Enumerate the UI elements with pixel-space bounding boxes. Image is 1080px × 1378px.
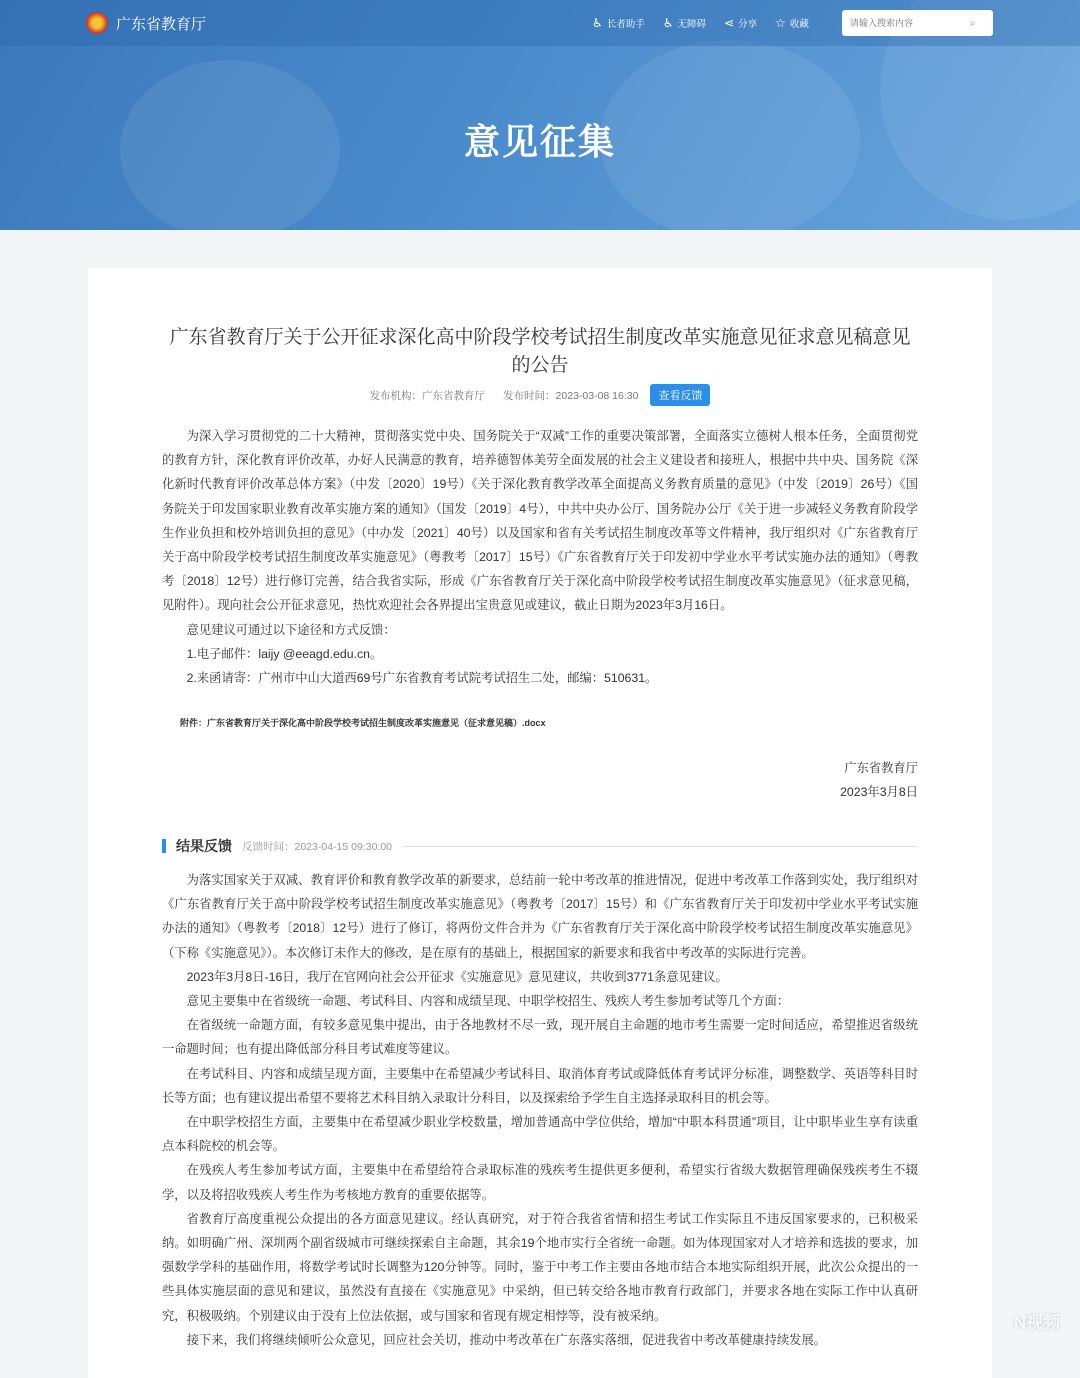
paragraph: 意见建议可通过以下途径和方式反馈： [186,622,396,637]
paragraph: 省教育厅高度重视公众提出的各方面意见建议。经认真研究，对于符合我省省情和招生考试工作实际且不违反国家要求的，已积极采纳。如明确广州、深圳两个副省级城市可继续探索自主命题，其余19个地市实行全省统一命题。如为体现国家对人才培养和选拔的要求，加强数学学科的基础作用，将数学考试时长调整为120分钟等。同时，鉴于中考工作主要由各地市结合本地实际组织开展，此次公众提出的一些具体实施层面的意见和建议，虽然没有直接在《实施意见》中采纳，但已转交给各地市教育行政部门，并要求各地在实际工作中认真研究，积极吸纳。个别建议由于没有上位法依据，或与国家和省现有规定相悖等，没有被采纳。 [162,1211,918,1323]
publisher: 发布机构：广东省教育厅 [369,389,486,402]
paragraph: 为深入学习贯彻党的二十大精神，贯彻落实党中央、国务院关于“双减”工作的重要决策部署，全面落实立德树人根本任务，全面贯彻党的教育方针，深化教育评价改革，办好人民满意的教育，培养德智体美劳全面发展的社会主义建设者和接班人，根据中共中央、国务院《深化新时代教育评价改革总体方案》（中发〔2020〕19号）《关于深化教育教学改革全面提高义务教育质量的意见》（中发〔2019〕26号）《国务院关于印发国家职业教育改革实施方案的通知》（国发〔2019〕4号），中共中央办公厅、国务院办公厅《关于进一步减轻义务教育阶段学生作业负担和校外培训负担的意见》（中办发〔2021〕40号）以及国家和省有关考试招生制度改革等文件精神，我厅组织对《广东省教育厅关于高中阶段学校考试招生制度改革实施意见》（粤教考〔2017〕15号）《广东省教育厅关于印发初中学业水平考试实施办法的通知》（粤教考〔2018〕12号）进行修订完善，结合我省实际，形成《广东省教育厅关于深化高中阶段学校考试招生制度改革实施意见》（征求意见稿，见附件）。现向社会公开征求意见，热忱欢迎社会各界提出宝贵意见或建议，截止日期为2023年3月16日。 [162,429,918,613]
paragraph: 在考试科目、内容和成绩呈现方面，主要集中在希望减少考试科目、取消体育考试或降低体育考试评分标准，调整数学、英语等科目时长等方面；也有建议提出希望不要将艺术科目纳入录取计分科目，以及探索给予学生自主选择录取科目的机会等。 [162,1066,918,1105]
tool-label: 长者助手 [606,19,645,30]
signature-date: 2023年3月8日 [840,785,918,799]
star-icon: ☆ [775,16,786,30]
article-title: 广东省教育厅关于公开征求深化高中阶段学校考试招生制度改革实施意见征求意见稿意见的公告 [169,327,911,376]
search-box [842,10,993,36]
publish-time: 发布时间：2023-03-08 16:30 [503,389,639,402]
share-icon: ⋖ [724,16,735,30]
article-body [162,424,918,690]
signature [840,756,918,804]
search-input[interactable] [850,18,970,28]
paragraph: 为落实国家关于双减、教育评价和教育教学改革的新要求，总结前一轮中考改革的推进情况，促进中考改革工作落到实处，我厅组织对《广东省教育厅关于高中阶段学校考试招生制度改革实施意见》（粤教考〔2017〕15号）和《广东省教育厅关于印发初中学业水平考试实施办法的通知》（粤教考〔2018〕12号）进行了修订，将两份文件合并为《广东省教育厅关于深化高中阶段学校考试招生制度改革实施意见》（下称《实施意见》）。本次修订未作大的修改，是在原有的基础上，根据国家的新要求和我省中考改革的实际进行完善。 [162,873,918,960]
feedback-body [162,868,918,1352]
paragraph: 在残疾人考生参加考试方面，主要集中在希望给符合录取标准的残疾考生提供更多便利，希望实行省级大数据管理确保残疾考生不辍学，以及将招收残疾人考生作为考核地方教育的重要依据等。 [162,1163,918,1202]
address-line: 2.来函请寄：广州市中山大道西69号广东省教育考试院考试招生二处，邮编：510631。 [186,671,658,686]
article-meta [88,384,992,406]
paragraph: 意见主要集中在省级统一命题、考试科目、内容和成绩呈现、中职学校招生、残疾人考生参加考试等几个方面： [186,994,790,1009]
banner [0,0,1080,230]
national-emblem-icon [86,12,108,34]
header-tools [592,16,809,30]
watermark: N视频 [1013,1313,1060,1332]
article-card [88,268,992,1378]
site-logo[interactable] [86,12,206,34]
search-icon[interactable]: ⌕ [970,17,976,29]
tool-label: 无障碍 [677,19,707,30]
tool-label: 分享 [738,19,758,30]
accessibility-icon: ♿ [662,16,674,30]
paragraph: 接下来，我们将继续倾听公众意见，回应社会关切，推动中考改革在广东落实落细，促进我省中考改革健康持续发展。 [186,1332,827,1347]
paragraph: 在省级统一命题方面，有较多意见集中提出，由于各地教材不尽一致，现开展自主命题的地市考生需要一定时间适应，希望推迟省级统一命题时间；也有提出降低部分科目考试难度等建议。 [162,1018,918,1057]
divider [402,846,918,847]
email-line: 1.电子邮件：laijy @eeagd.edu.cn。 [186,646,383,661]
feedback-header [162,836,918,856]
signature-org: 广东省教育厅 [844,761,918,775]
tool-label: 收藏 [789,19,809,30]
paragraph: 在中职学校招生方面，主要集中在希望减少职业学校数量，增加普通高中学位供给，增加“中职本科贯通”项目，让中职毕业生享有读重点本科院校的机会等。 [162,1115,918,1154]
site-name: 广东省教育厅 [116,15,207,33]
section-marker [162,839,166,853]
view-feedback-button[interactable]: 查看反馈 [650,384,710,406]
paragraph: 2023年3月8日-16日，我厅在官网向社会公开征求《实施意见》意见建议，共收到3771条意见建议。 [186,969,728,984]
favorite-button[interactable] [775,16,809,30]
feedback-title: 结果反馈 [176,838,232,854]
elder-icon: ♿︎ [592,16,603,30]
share-button[interactable] [724,16,757,30]
feedback-time: 反馈时间：2023-04-15 09:30:00 [242,840,392,853]
accessibility-button[interactable] [663,16,706,30]
page-title: 意见征集 [463,121,616,162]
elder-assistant-button[interactable] [592,16,645,30]
attachment-link[interactable]: 附件：广东省教育厅关于深化高中阶段学校考试招生制度改革实施意见（征求意见稿）.docx [180,718,546,728]
